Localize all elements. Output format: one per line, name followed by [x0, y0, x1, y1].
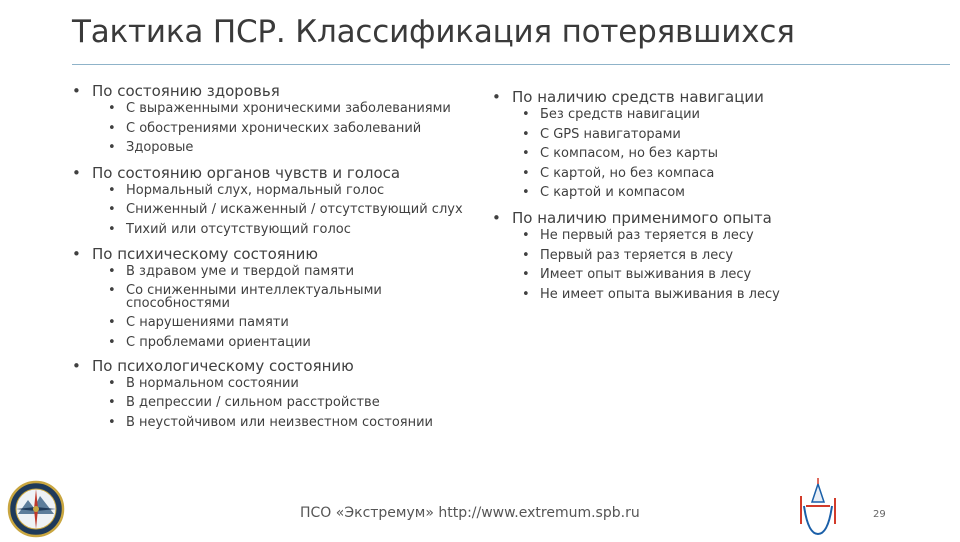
list-item: • С нарушениями памяти [108, 317, 472, 330]
list-item: • Со сниженными интеллектуальными способностями [108, 285, 472, 310]
section-health [72, 82, 472, 155]
list-item: • В депрессии / сильном расстройстве [108, 397, 472, 410]
list-item: • С проблемами ориентации [108, 337, 472, 350]
section-list [72, 263, 472, 350]
list-item: • В здравом уме и твердой памяти [108, 266, 472, 279]
section-heading: • По наличию средств навигации [492, 88, 922, 106]
list-item: • В неустойчивом или неизвестном состоянии [108, 417, 472, 430]
extremum-logo-icon [798, 476, 838, 536]
list-item: • С GPS навигаторами [522, 129, 922, 142]
list-item: • Без средств навигации [522, 109, 922, 122]
section-list [72, 103, 472, 155]
list-item: • Тихий или отсутствующий голос [108, 224, 472, 237]
section-mental [72, 245, 472, 350]
slide-title: Тактика ПСР. Классификация потерявшихся [72, 14, 795, 50]
right-column [492, 88, 922, 308]
section-psychological [72, 357, 472, 430]
section-list [492, 227, 922, 302]
section-heading: • По наличию применимого опыта [492, 209, 922, 227]
list-item: • С обострениями хронических заболеваний [108, 123, 472, 136]
section-heading: • По психологическому состоянию [72, 357, 472, 375]
list-item: • С картой, но без компаса [522, 168, 922, 181]
list-item: • С выраженными хроническими заболеваниями [108, 103, 472, 116]
section-list [72, 375, 472, 430]
left-column [72, 82, 472, 436]
section-heading: • По психическому состоянию [72, 245, 472, 263]
section-list [492, 109, 922, 200]
list-item: • Не первый раз теряется в лесу [522, 230, 922, 243]
section-navigation [492, 88, 922, 200]
footer-text: ПСО «Экстремум» http://www.extremum.spb.ru [300, 505, 640, 521]
list-item: • Нормальный слух, нормальный голос [108, 185, 472, 198]
list-item: • Сниженный / искаженный / отсутствующий слух [108, 204, 472, 217]
section-experience [492, 209, 922, 301]
section-senses [72, 164, 472, 237]
list-item: • Имеет опыт выживания в лесу [522, 269, 922, 282]
list-item: • С компасом, но без карты [522, 148, 922, 161]
list-item: • С картой и компасом [522, 187, 922, 200]
page-number: 29 [873, 509, 886, 520]
list-item: • Здоровые [108, 142, 472, 155]
section-heading: • По состоянию здоровья [72, 82, 472, 100]
list-item: • Не имеет опыта выживания в лесу [522, 289, 922, 302]
rescue-emblem-icon [6, 480, 66, 538]
list-item: • Первый раз теряется в лесу [522, 250, 922, 263]
section-list [72, 182, 472, 237]
title-divider [72, 64, 950, 65]
section-heading: • По состоянию органов чувств и голоса [72, 164, 472, 182]
list-item: • В нормальном состоянии [108, 378, 472, 391]
